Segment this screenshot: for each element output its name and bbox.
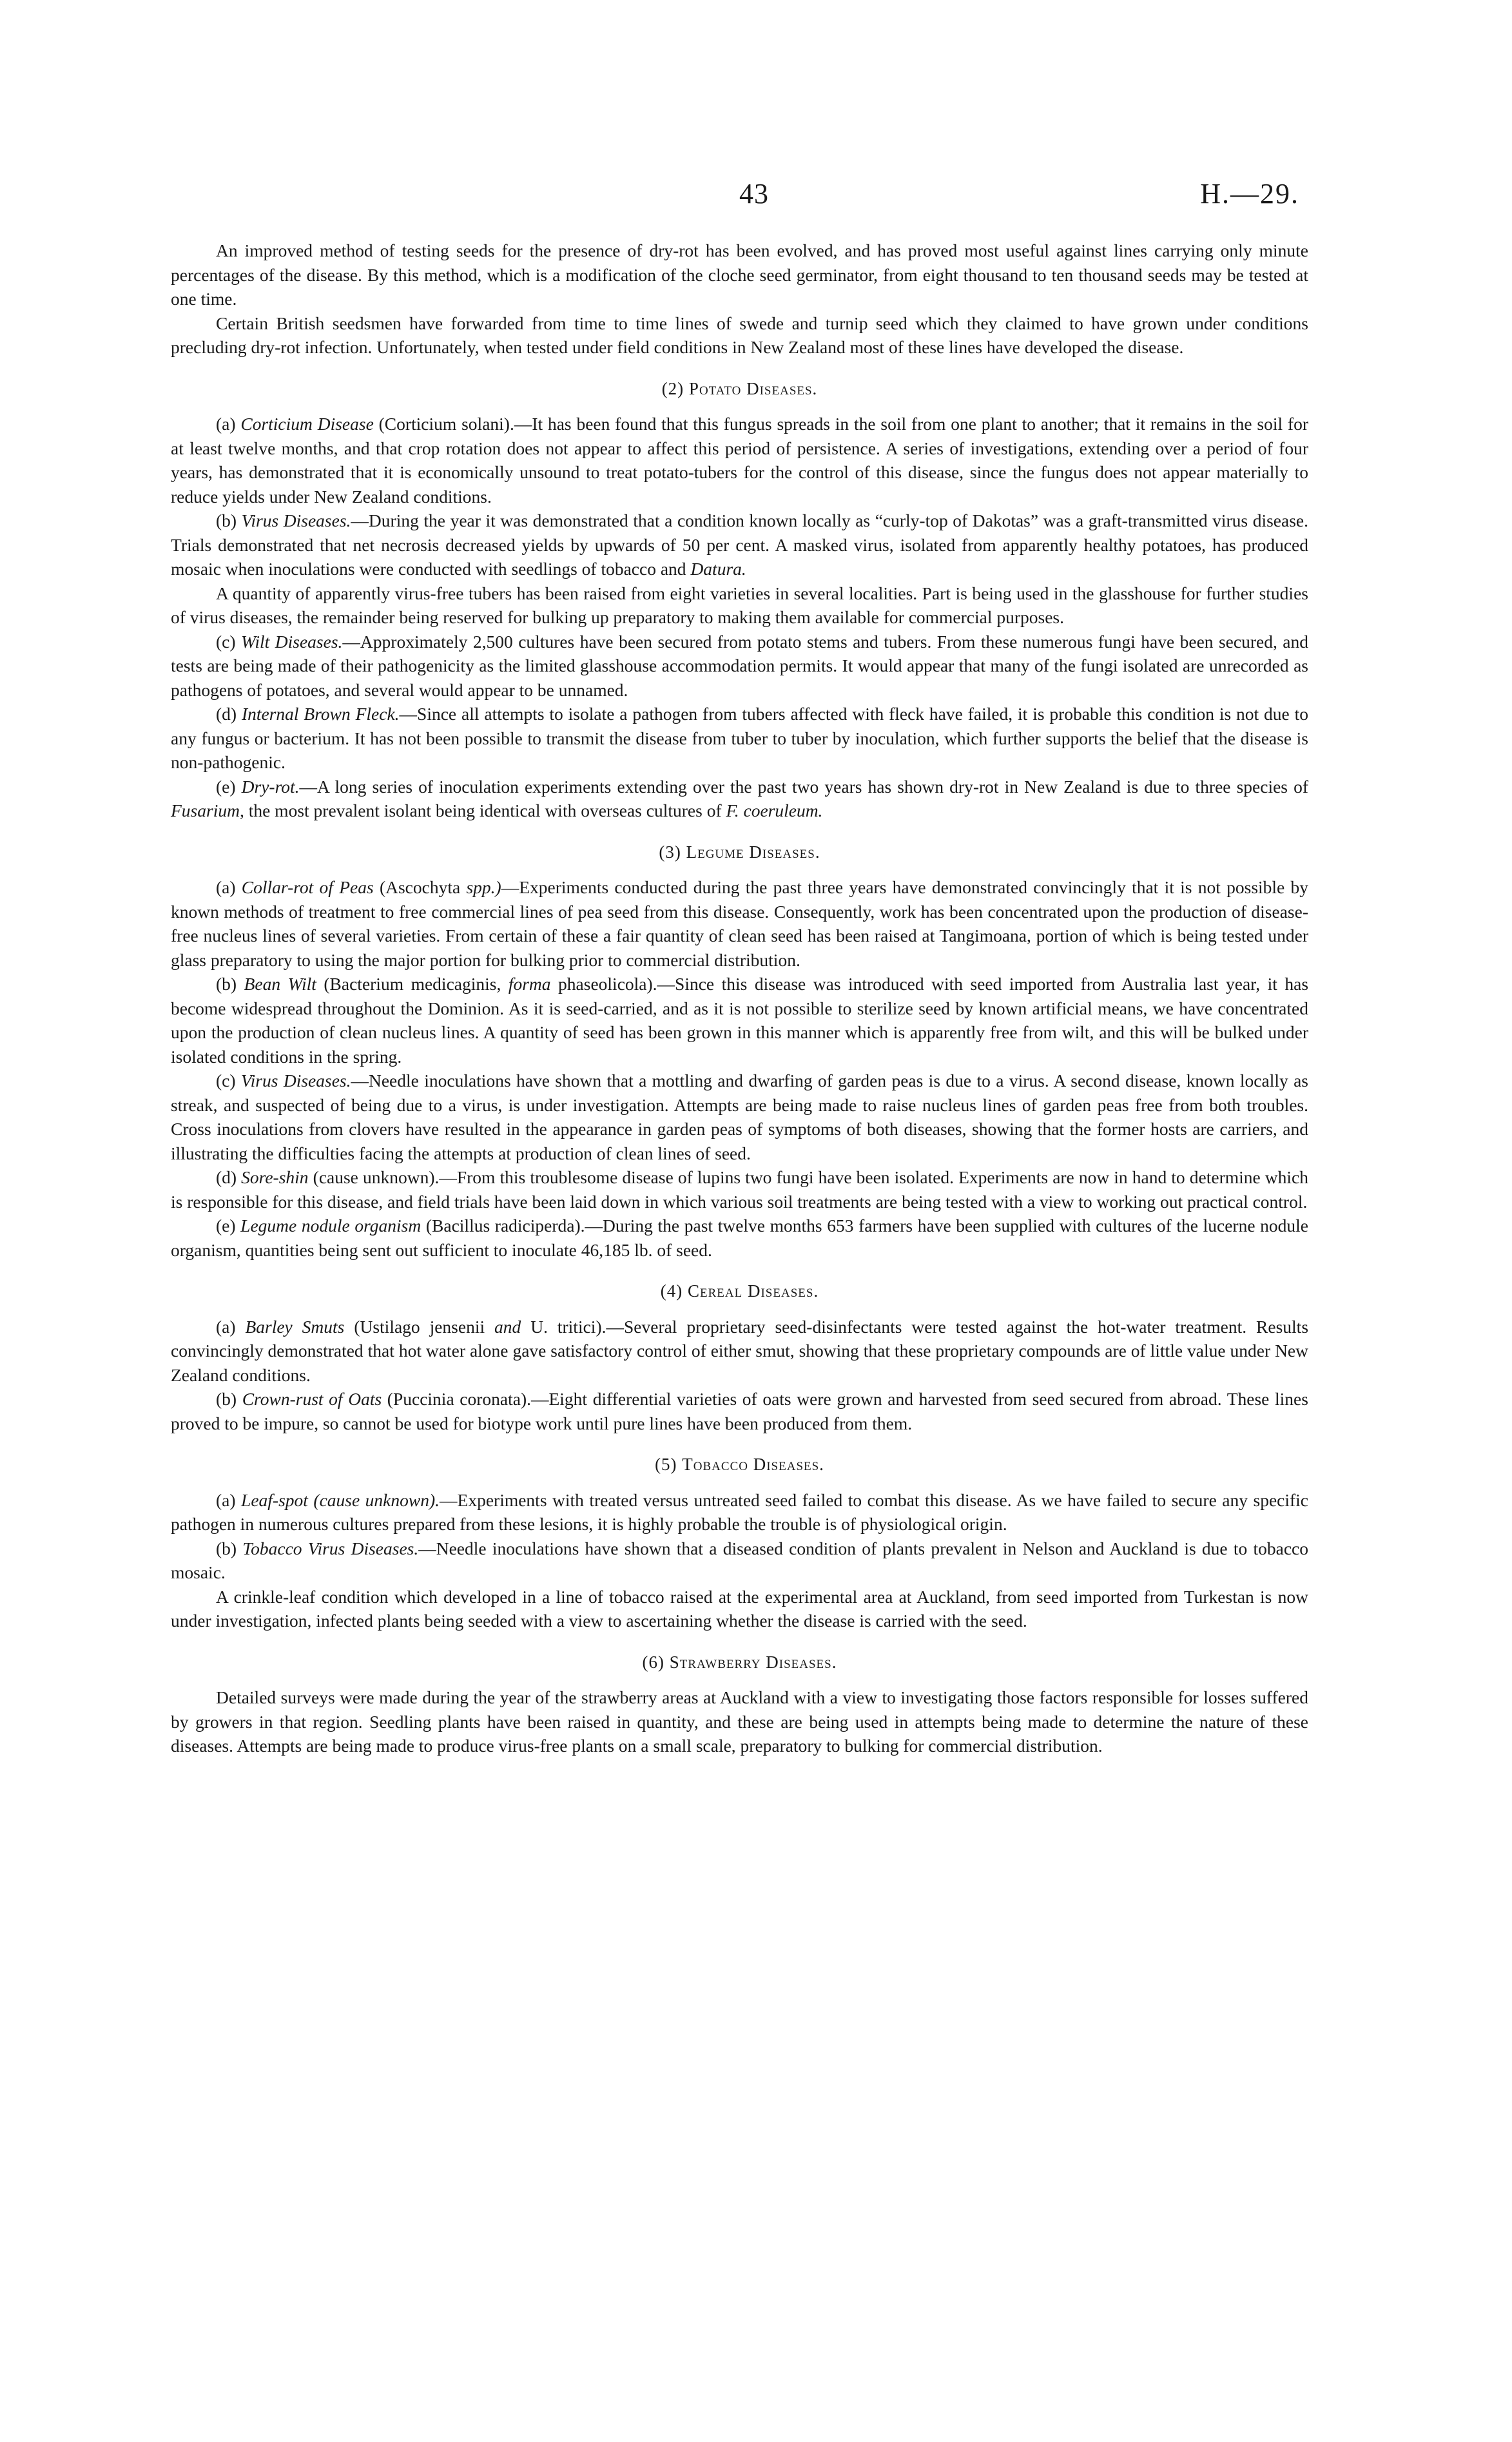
section-number: (3): [659, 842, 681, 862]
paragraph-text: —Needle inoculations have shown that a mottling and dwarfing of garden peas is due to a virus. A second disease, known locally as streak, and suspected of being due to a virus, is under investigation. Attempts are being made to raise nucleus lines of garden peas free from both troubles. Cross inoculations from clovers have resulted in the appearance in garden peas of symptoms of both diseases, showing that the former hosts are carriers, and illustrating the difficulties facing the attempts at production of clean lines of seed.: [171, 1071, 1308, 1163]
section-title: Legume Diseases.: [686, 842, 820, 862]
paragraph-dry-rot: [171, 775, 1308, 823]
organism-name: (Puccinia coronata).: [387, 1389, 531, 1409]
section-heading-tobacco: [171, 1453, 1308, 1477]
intro-paragraph-british-seedsmen: Certain British seedsmen have forwarded from time to time lines of swede and turnip seed which they claimed to have grown under conditions precluding dry-rot infection. Unfortunately, when tested under field conditions in New Zealand most of these lines have developed the disease.: [171, 313, 1308, 357]
disease-name: Dry-rot.: [241, 776, 300, 797]
paragraph-text: —Needle inoculations have shown that a diseased condition of plants prevalent in Nelson and Auckland is due to tobacco mosaic.: [171, 1538, 1309, 1582]
item-label: (e): [216, 1216, 236, 1236]
section-title: Strawberry Diseases.: [669, 1652, 837, 1672]
paragraph-text: —A long series of inoculation experiments extending over the past two years has shown dry-rot in New Zealand is due to three species of: [299, 776, 1309, 797]
item-label: (d): [216, 1167, 237, 1187]
section-heading-legume: [171, 840, 1308, 865]
item-label: (b): [216, 1538, 237, 1558]
disease-name: Internal Brown Fleck.: [241, 704, 400, 724]
conjunction: and: [494, 1316, 521, 1337]
intro-paragraph-seed-testing: An improved method of testing seeds for the presence of dry-rot has been evolved, and has proved most useful against lines carrying only minute percentages of the disease. By this method, which is a modification of the cloche seed germinator, from eight thousand to ten thousand seeds may be tested at one time.: [171, 240, 1308, 309]
item-label: (e): [216, 776, 236, 797]
section-title: Cereal Diseases.: [688, 1281, 819, 1301]
paragraph-text: —Eight differential varieties of oats were grown and harvested from seed secured from abroad. These lines proved to be impure, so cannot be used for biotype work until pure lines have been produced from them.: [171, 1389, 1308, 1433]
paragraph-text: —It has been found that this fungus spreads in the soil from one plant to another; that it remains in the soil for at least twelve months, and that crop rotation does not appear to affect this period of persistence. A series of investigations, extending over a period of four years, has demonstrated that it is economically unsound to treat potato-tubers for the control of this disease, since the fungus does not appear materially to reduce yields under New Zealand conditions.: [171, 414, 1308, 507]
paragraph-leaf-spot: [171, 1488, 1308, 1536]
item-label: (c): [216, 631, 236, 652]
paragraph-text: —During the year it was demonstrated that a condition known locally as “curly-top of Dakotas” was a graft-transmitted virus disease. Trials demonstrated that net necrosis decreased yields by upwards of 50 per cent. A masked virus, isolated from apparently healthy potatoes, has produced mosaic when inoculations were conducted with seedlings of tobacco and: [171, 510, 1308, 579]
disease-name: Sore-shin: [241, 1167, 309, 1187]
item-label: (a): [216, 1489, 236, 1510]
organism-name: (Ascochyta: [379, 877, 461, 897]
organism-forma: forma: [508, 974, 551, 994]
section-heading-potato: [171, 377, 1308, 402]
section-heading-strawberry: [171, 1651, 1308, 1675]
section-number: (4): [660, 1281, 683, 1301]
organism-name-end: phaseolicola).: [558, 974, 657, 994]
disease-name: Bean Wilt: [244, 974, 316, 994]
page-body: [171, 238, 1308, 1758]
item-label: (a): [216, 877, 236, 897]
paragraph-potato-virus-diseases: [171, 509, 1308, 581]
disease-name: Virus Diseases.: [241, 510, 351, 530]
paragraph-text: —From this troublesome disease of lupins two fungi have been isolated. Experiments are now in hand to determine which is responsible for this disease, and field trials have been laid down in which various soil treatments are being tested with a view to working out practical control.: [171, 1167, 1309, 1212]
document-reference: H.—29.: [1200, 178, 1299, 209]
plant-name: Datura.: [690, 559, 746, 579]
item-label: (d): [216, 704, 237, 724]
paragraph-crinkle-leaf: A crinkle-leaf condition which developed in a line of tobacco raised at the experimental area at Auckland, from seed imported from Turkestan is now under investigation, infected plants being seeded with a view to ascertaining whether the disease is carried with the seed.: [171, 1586, 1308, 1631]
paragraph-collar-rot-of-peas: [171, 875, 1308, 972]
organism-name-second: U. tritici).: [530, 1316, 606, 1337]
page-number: 43: [739, 178, 769, 209]
organism-name: (cause unknown).: [313, 1167, 440, 1187]
paragraph-legume-virus-diseases: [171, 1069, 1308, 1165]
disease-name: Corticium Disease: [240, 414, 374, 434]
disease-name: Collar-rot of Peas: [241, 877, 374, 897]
item-label: (a): [216, 1316, 236, 1337]
disease-name: Wilt Diseases.: [241, 631, 343, 652]
paragraph-strawberry-surveys: Detailed surveys were made during the year of the strawberry areas at Auckland with a view to investigating those factors responsible for losses suffered by growers in that region. Seedling plants have been raised in quantity, and these are being used in attempts being made to determine the nature of these diseases. Attempts are being made to produce virus-free plants on a small scale, preparatory to bulking for commercial distribution.: [171, 1687, 1308, 1756]
organism-name: (Ustilago jensenii: [354, 1316, 485, 1337]
paragraph-internal-brown-fleck: [171, 702, 1308, 775]
section-title: Tobacco Diseases.: [682, 1455, 824, 1474]
item-label: (b): [216, 510, 237, 530]
paragraph-text: —Experiments conducted during the past three years have demonstrated convincingly that it is not possible by known methods of treatment to free commercial lines of pea seed from this disease. Consequently, work has been concentrated upon the production of disease-free nucleus lines of several varieties. From certain of these a fair quantity of clean seed has been raised at Tangimoana, portion of which is being tested under glass preparatory to using the major portion for bulking prior to commercial distribution.: [171, 877, 1309, 970]
paragraph-text: —During the past twelve months 653 farmers have been supplied with cultures of the lucerne nodule organism, quantities being sent out sufficient to inoculate 46,185 lb. of seed.: [171, 1216, 1309, 1260]
paragraph-sore-shin: [171, 1165, 1308, 1214]
paragraph-bean-wilt: [171, 972, 1308, 1069]
paragraph-legume-nodule-organism: [171, 1214, 1308, 1262]
disease-name: Virus Diseases.: [240, 1071, 351, 1090]
disease-name: Tobacco Virus Diseases.: [242, 1538, 419, 1558]
section-heading-cereal: [171, 1279, 1308, 1304]
section-title: Potato Diseases.: [688, 378, 818, 398]
disease-name: Barley Smuts: [245, 1316, 345, 1337]
paragraph-text: —Several proprietary seed-disinfectants were tested against the hot-water treatment. Results convincingly demonstrated that hot water alone gave satisfactory control of either smut, showing that these proprietary compounds are of little value under New Zealand conditions.: [171, 1316, 1309, 1385]
paragraph-virus-free-tubers: A quantity of apparently virus-free tubers has been raised from eight varieties in several localities. Part is being used in the glasshouse for further studies of virus diseases, the remainder being reserved for bulking up preparatory to making them available for commercial purposes.: [171, 583, 1308, 627]
section-number: (2): [661, 378, 684, 398]
item-label: (c): [216, 1071, 236, 1090]
section-number: (5): [655, 1455, 677, 1474]
organism-name: (Corticium solani).: [378, 414, 514, 434]
paragraph-wilt-diseases: [171, 630, 1308, 703]
paragraph-text: —Approximately 2,500 cultures have been secured from potato stems and tubers. From these numerous fungi have been secured, and tests are being made of their pathogenicity as the limited glasshouse accommodation permits. It would appear that many of the fungi isolated are unrecorded as pathogens of potatoes, and several would appear to be unnamed.: [171, 631, 1308, 700]
disease-name: Leaf-spot (cause unknown).: [241, 1489, 440, 1510]
organism-abbrev: spp.): [466, 877, 501, 897]
item-label: (b): [216, 974, 237, 994]
organism-name: (Bacillus radiciperda).: [425, 1216, 585, 1236]
paragraph-barley-smuts: [171, 1315, 1308, 1388]
disease-name: Legume nodule organism: [240, 1216, 422, 1236]
paragraph-corticium-disease: [171, 412, 1308, 509]
paragraph-crown-rust-of-oats: [171, 1387, 1308, 1435]
paragraph-text: —Experiments with treated versus untreated seed failed to combat this disease. As we have failed to secure any specific pathogen in numerous cultures prepared from these lesions, it is highly probable the trouble is of physiological origin.: [171, 1489, 1309, 1534]
organism-name: (Bacterium medicaginis,: [324, 974, 501, 994]
paragraph-text-continued: the most prevalent isolant being identical with overseas cultures of: [248, 800, 722, 820]
species-name: F. coeruleum.: [726, 800, 823, 820]
paragraph-text: —Since this disease was introduced with seed imported from Australia last year, it has become widespread throughout the Dominion. As it is seed-carried, and as it is not possible to sterilize seed by known artificial means, we have concentrated upon the production of clean nucleus lines. A quantity of seed has been grown in this manner which is apparently free from wilt, and this will be bulked under isolated conditions in the spring.: [171, 974, 1309, 1067]
paragraph-tobacco-virus-diseases: [171, 1536, 1308, 1585]
genus-name: Fusarium,: [171, 800, 244, 820]
paragraph-text: —Since all attempts to isolate a pathogen from tubers affected with fleck have failed, it is probable this condition is not due to any fungus or bacterium. It has not been possible to transmit the disease from tuber to tuber by inoculation, which further supports the belief that the disease is non-pathogenic.: [171, 704, 1308, 772]
section-number: (6): [642, 1652, 665, 1672]
item-label: (a): [216, 414, 236, 434]
item-label: (b): [216, 1389, 237, 1409]
disease-name: Crown-rust of Oats: [242, 1389, 382, 1409]
